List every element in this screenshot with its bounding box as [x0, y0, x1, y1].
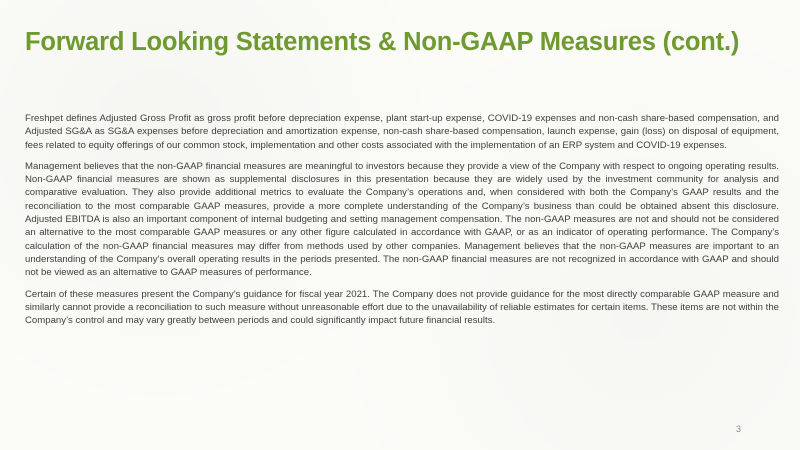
slide-title: Forward Looking Statements & Non-GAAP Measures (cont.): [25, 28, 740, 56]
page-number: 3: [735, 424, 741, 434]
paragraph-adjusted-definitions: Freshpet defines Adjusted Gross Profit as gross profit before depreciation expense, plant start-up expense, COVID-19 expenses and non-cash share-based compensation, and Adjusted SG&A as SG&A expenses before depreciation and amortization expense, non-cash share-based compensation, launch expense, gain (loss) on disposal of equipment, fees related to equity offerings of our common stock, implementation and other costs associated with the implementation of an ERP system and COVID-19 expenses.: [25, 113, 779, 151]
slide-body: [25, 112, 779, 335]
paragraph-management-beliefs: Management believes that the non-GAAP financial measures are meaningful to investors because they provide a view of the Company with respect to ongoing operating results. Non-GAAP financial measures are shown as supplemental disclosures in this presentation because they are widely used by the investment community for analysis and comparative evaluation. They also provide additional metrics to evaluate the Company’s operations and, when considered with both the Company’s GAAP results and the reconciliation to the most comparable GAAP measures, provide a more complete understanding of the Company’s business than could be obtained absent this disclosure. Adjusted EBITDA is also an important component of internal budgeting and setting management compensation. The non-GAAP measures are not and should not be considered an alternative to the most comparable GAAP measures or any other figure calculated in accordance with GAAP, or as an indicator of operating performance. The Company’s calculation of the non-GAAP financial measures may differ from methods used by other companies. Management believes that the non-GAAP measures are important to an understanding of the Company's overall operating results in the periods presented. The non-GAAP financial measures are not recognized in accordance with GAAP and should not be viewed as an alternative to GAAP measures of performance.: [25, 160, 779, 279]
paragraph-guidance: Certain of these measures present the Company’s guidance for fiscal year 2021. The Company does not provide guidance for the most directly comparable GAAP measure and similarly cannot provide a reconciliation to such measure without unreasonable effort due to the unavailability of reliable estimates for certain items. These items are not within the Company’s control and may vary greatly between periods and could significantly impact future financial results.: [25, 288, 779, 327]
